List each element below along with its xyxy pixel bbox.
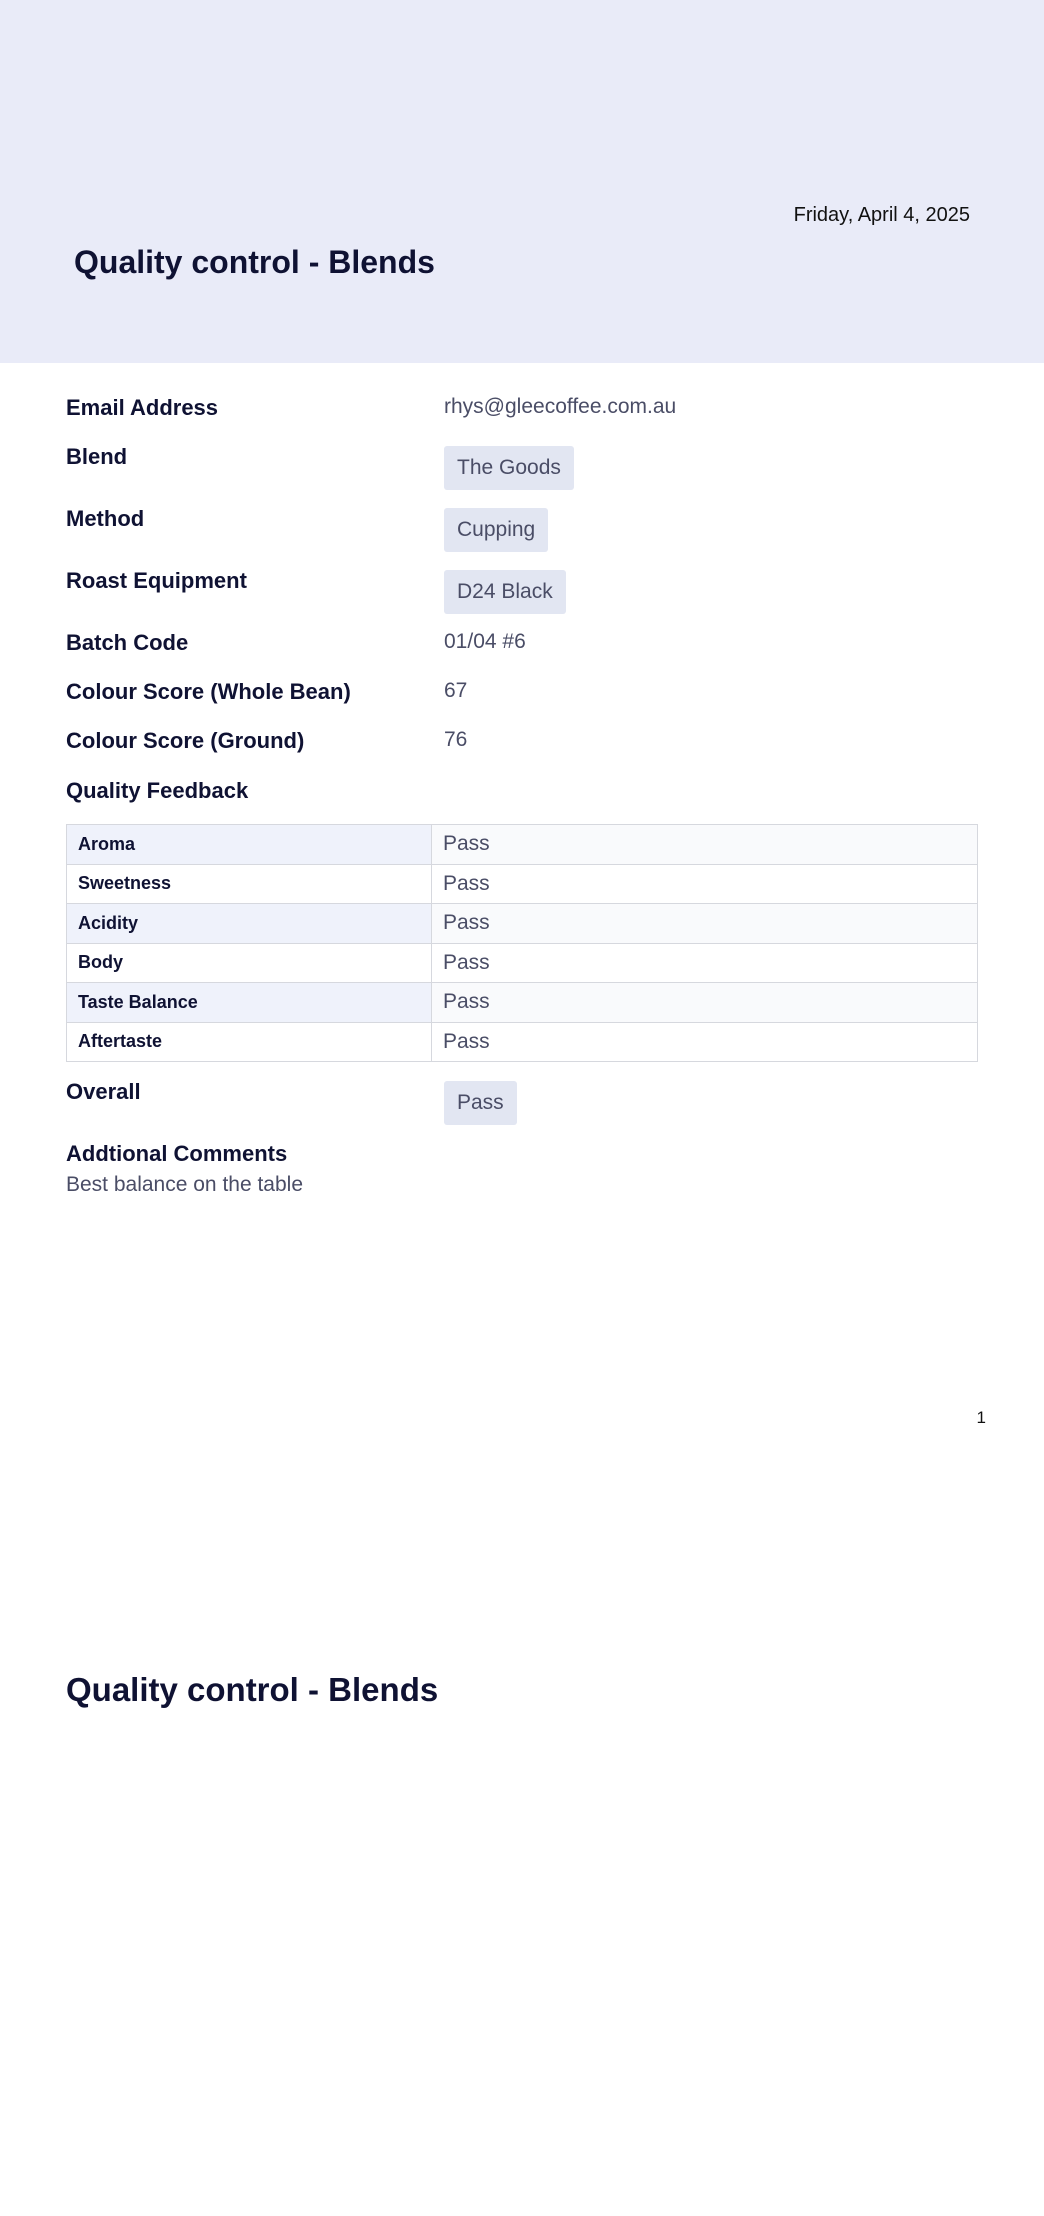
- report-date: Friday, April 4, 2025: [793, 204, 970, 226]
- criterion-cell: Body: [67, 943, 432, 983]
- batch-code-label: Batch Code: [66, 630, 189, 655]
- result-cell: Pass: [432, 825, 978, 865]
- table-row: [67, 864, 978, 904]
- criterion-cell: Sweetness: [67, 864, 432, 904]
- roast-equipment-tag: D24 Black: [444, 570, 566, 614]
- colour-score-ground-value: 76: [444, 728, 468, 751]
- overall-label: Overall: [66, 1079, 141, 1104]
- header-banner: [0, 0, 1044, 363]
- result-cell: Pass: [432, 983, 978, 1023]
- criterion-cell: Aftertaste: [67, 1022, 432, 1062]
- colour-score-whole-label: Colour Score (Whole Bean): [66, 679, 351, 704]
- overall-tag: Pass: [444, 1081, 517, 1125]
- additional-comments-label: Addtional Comments: [66, 1141, 288, 1166]
- criterion-cell: Taste Balance: [67, 983, 432, 1023]
- table-row: [67, 904, 978, 944]
- blend-label: Blend: [66, 444, 128, 469]
- page-title: Quality control - Blends: [74, 244, 435, 280]
- table-row: [67, 825, 978, 865]
- method-tag: Cupping: [444, 508, 548, 552]
- result-cell: Pass: [432, 864, 978, 904]
- blend-tag: The Goods: [444, 446, 574, 490]
- result-cell: Pass: [432, 943, 978, 983]
- page-2-title: Quality control - Blends: [66, 1671, 439, 1708]
- table-row: [67, 943, 978, 983]
- colour-score-whole-value: 67: [444, 679, 468, 702]
- page-number: 1: [976, 1408, 986, 1427]
- criterion-cell: Acidity: [67, 904, 432, 944]
- table-row: [67, 1022, 978, 1062]
- quality-feedback-label: Quality Feedback: [66, 778, 249, 803]
- email-value[interactable]: rhys@gleecoffee.com.au: [444, 395, 677, 418]
- roast-equipment-label: Roast Equipment: [66, 568, 247, 593]
- additional-comments-value: Best balance on the table: [66, 1173, 304, 1196]
- result-cell: Pass: [432, 904, 978, 944]
- criterion-cell: Aroma: [67, 825, 432, 865]
- method-label: Method: [66, 506, 145, 531]
- batch-code-value: 01/04 #6: [444, 630, 526, 653]
- table-row: [67, 983, 978, 1023]
- email-label: Email Address: [66, 395, 219, 420]
- colour-score-ground-label: Colour Score (Ground): [66, 728, 305, 753]
- result-cell: Pass: [432, 1022, 978, 1062]
- quality-feedback-table: [66, 824, 978, 1062]
